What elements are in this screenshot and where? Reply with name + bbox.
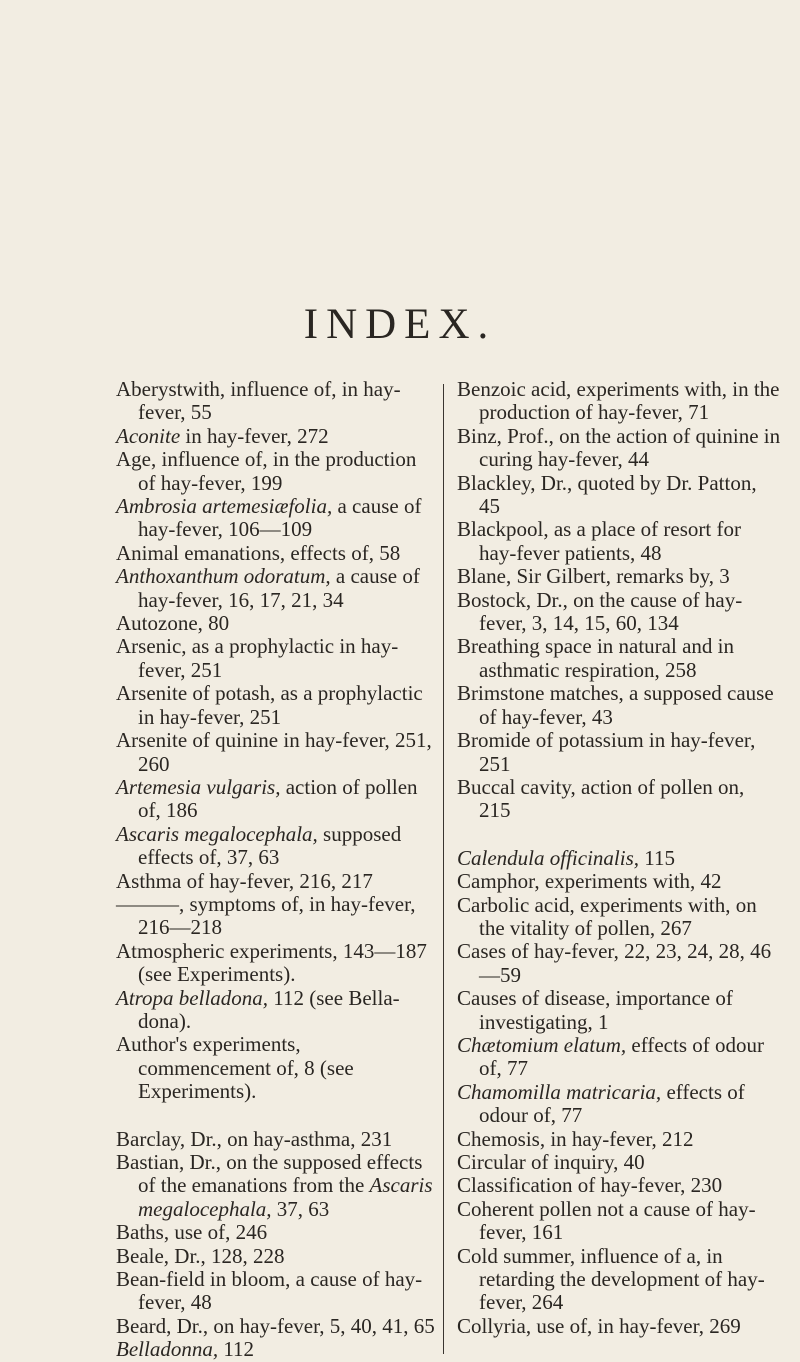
index-entry-text: Carbolic acid, experiments with, on the vitality of pollen, 267 (457, 892, 757, 940)
index-entry (116, 542, 436, 565)
index-entry-text: Bastian, Dr., on the supposed effects of the emanations from the (116, 1150, 423, 1198)
index-entry-text: 115 (639, 845, 675, 870)
index-entry-term: Calendula officinalis, (457, 845, 639, 870)
index-entry (457, 518, 781, 565)
index-entry (457, 1245, 781, 1315)
index-entry (116, 635, 436, 682)
index-column-right (457, 378, 781, 1338)
index-entry (457, 940, 781, 987)
index-entry (457, 425, 781, 472)
index-entry (116, 940, 436, 987)
index-entry-text: Classification of hay-fever, 230 (457, 1173, 723, 1198)
index-entry-term: Artemesia vulgaris, (116, 774, 281, 799)
index-entry-text: effects of odour of, 77 (479, 1079, 745, 1128)
index-entry-term: Ambrosia artemesiæfolia, (116, 494, 333, 519)
index-entry (116, 987, 436, 1034)
index-entry-text: Arsenite of quinine in hay-fever, 251, 260 (116, 728, 432, 776)
index-entry (116, 776, 436, 823)
index-entry (116, 612, 436, 635)
section-gap (457, 823, 781, 847)
index-entry-term: Belladonna, (116, 1337, 219, 1362)
index-entry (457, 1081, 781, 1128)
index-entry-text: Binz, Prof., on the action of quinine in curing hay-fever, 44 (457, 423, 781, 472)
index-entry-text: Blackley, Dr., quoted by Dr. Patton, 45 (457, 470, 757, 519)
index-column-left (116, 378, 436, 1362)
index-entry (457, 1198, 781, 1245)
index-entry (116, 1245, 436, 1268)
index-entry-text: Chemosis, in hay-fever, 212 (457, 1126, 694, 1151)
index-entry (116, 1268, 436, 1315)
index-entry-term: Chamomilla matricaria, (457, 1079, 662, 1104)
index-entry-text: a cause of hay-fever, 16, 17, 21, 34 (138, 564, 420, 612)
index-entry-text: Collyria, use of, in hay-fever, 269 (457, 1313, 741, 1338)
index-entry (457, 1034, 781, 1081)
index-entry-text: 112 (218, 1337, 255, 1362)
index-entry-term: Atropa belladona, (116, 985, 269, 1010)
index-entry-text: Author's experiments, commencement of, 8 (see Experiments). (116, 1032, 354, 1104)
index-entry (457, 589, 781, 636)
index-entry-text: in hay-fever, 272 (180, 423, 329, 448)
index-entry-text: Circular of inquiry, 40 (457, 1150, 645, 1174)
index-entry (116, 823, 436, 870)
index-entry (116, 1128, 436, 1151)
index-entry (457, 1151, 781, 1174)
index-entry-text: Baths, use of, 246 (116, 1220, 268, 1245)
index-entry-text: Buccal cavity, action of pollen on, 215 (457, 774, 745, 823)
index-entry (457, 682, 781, 729)
index-entry-text: Blane, Sir Gilbert, remarks by, 3 (457, 564, 730, 589)
index-entry-text: Cases of hay-fever, 22, 23, 24, 28, 46—59 (457, 939, 772, 987)
index-entry-text: Causes of disease, importance of investigating, 1 (457, 986, 733, 1034)
index-entry-text: Cold summer, influence of a, in retarding the development of hay-fever, 264 (457, 1243, 765, 1315)
index-entry (116, 1033, 436, 1103)
index-entry (457, 565, 781, 588)
index-entry-text: Barclay, Dr., on hay-asthma, 231 (116, 1126, 393, 1151)
index-entry-text: Bromide of potassium in hay-fever, 251 (457, 728, 756, 776)
index-entry-text: action of pollen of, 186 (138, 774, 418, 823)
index-entry (116, 378, 436, 425)
index-entry-term: Ascaris megalocephala, (138, 1173, 433, 1221)
index-entry-text: Aberystwith, influence of, in hay-fever, 55 (116, 377, 401, 425)
index-entry (116, 1151, 436, 1221)
index-entry-text: Bean-field in bloom, a cause of hay-fever, 48 (116, 1267, 423, 1315)
index-entry-text: Camphor, experiments with, 42 (457, 869, 722, 894)
index-entry (116, 565, 436, 612)
index-entry-text: Animal emanations, effects of, 58 (116, 540, 401, 565)
index-entry (457, 635, 781, 682)
index-entry-text: a cause of hay-fever, 106—109 (138, 494, 422, 542)
index-entry-text: Arsenic, as a prophylactic in hay-fever, 251 (116, 634, 399, 682)
index-entry-text: ———, symptoms of, in hay-fever, 216—218 (116, 891, 416, 940)
page-title: INDEX. (303, 301, 497, 348)
index-entry-text: 112 (see Bella-dona). (138, 985, 400, 1033)
index-entry-text: Bostock, Dr., on the cause of hay-fever, 3, 14, 15, 60, 134 (457, 587, 743, 636)
index-entry (116, 870, 436, 893)
index-entry-text: Asthma of hay-fever, 216, 217 (116, 868, 373, 893)
index-entry-term: Ascaris megalocephala, (116, 821, 318, 846)
index-entry (116, 1338, 436, 1361)
index-entry-text: 37, 63 (271, 1196, 330, 1221)
index-entry-text: effects of odour of, 77 (479, 1032, 764, 1081)
index-entry (457, 729, 781, 776)
index-entry (457, 1315, 781, 1338)
section-gap (116, 1104, 436, 1128)
index-entry (116, 729, 436, 776)
index-entry-text: Breathing space in natural and in asthmatic respiration, 258 (457, 634, 734, 682)
index-entry-text: Beard, Dr., on hay-fever, 5, 40, 41, 65 (116, 1313, 435, 1338)
index-entry-text: Age, influence of, in the production of hay-fever, 199 (116, 447, 417, 495)
index-entry (116, 682, 436, 729)
index-entry (457, 894, 781, 941)
index-entry-text: Beale, Dr., 128, 228 (116, 1243, 285, 1268)
index-entry (116, 495, 436, 542)
index-entry-term: Anthoxanthum odoratum, (116, 564, 331, 589)
index-entry-text: Autozone, 80 (116, 611, 230, 636)
index-entry (457, 776, 781, 823)
column-divider (443, 384, 444, 1354)
index-entry-text: Atmospheric experiments, 143—187 (see Experiments). (116, 938, 427, 987)
index-entry (457, 870, 781, 893)
index-entry (116, 1221, 436, 1244)
index-entry (116, 893, 436, 940)
index-entry (116, 1315, 436, 1338)
index-entry-text: supposed effects of, 37, 63 (138, 821, 402, 870)
index-entry (457, 987, 781, 1034)
index-entry-text: Coherent pollen not a cause of hay-fever, 161 (457, 1196, 756, 1245)
index-entry (457, 472, 781, 519)
index-entry-term: Aconite (116, 423, 181, 448)
index-entry-text: Blackpool, as a place of resort for hay-fever patients, 48 (457, 517, 741, 565)
index-entry (457, 1174, 781, 1197)
index-entry (457, 1128, 781, 1151)
index-entry (116, 425, 436, 448)
index-entry (457, 378, 781, 425)
index-entry (457, 847, 781, 870)
index-entry (116, 448, 436, 495)
index-entry-text: Benzoic acid, experiments with, in the production of hay-fever, 71 (457, 377, 780, 425)
index-entry-term: Chætomium elatum, (457, 1032, 627, 1057)
index-entry-text: Brimstone matches, a supposed cause of hay-fever, 43 (457, 681, 774, 729)
index-entry-text: Arsenite of potash, as a prophylactic in hay-fever, 251 (116, 681, 423, 729)
